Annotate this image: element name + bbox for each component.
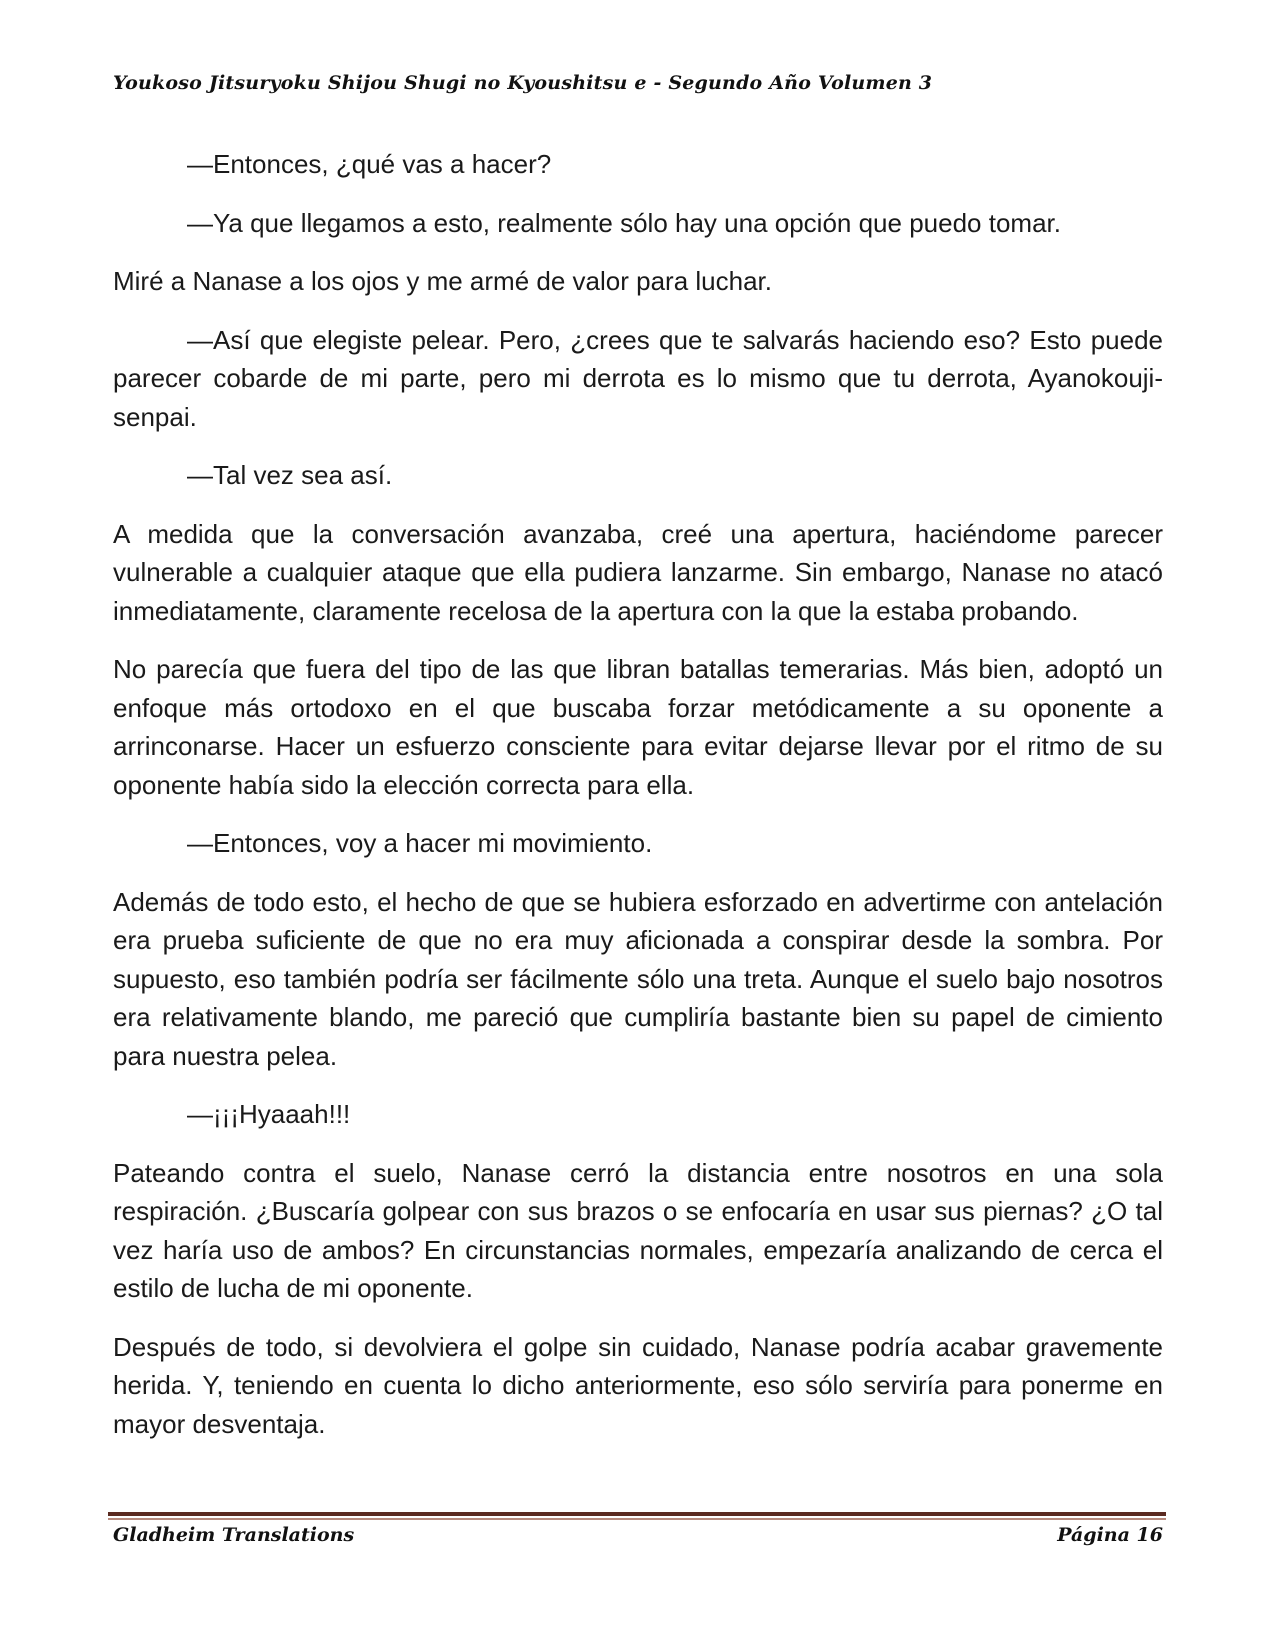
footer-page-number: Página 16 <box>1057 1524 1163 1546</box>
paragraph-dialog: —¡¡¡Hyaaah!!! <box>187 1099 351 1129</box>
paragraph-narration: A medida que la conversación avanzaba, creé una apertura, haciéndome parecer vulnerable a cualquier ataque que ella pudiera lanzarme. Sin embargo, Nanase no atacó inmediatamente, claramente recelosa de la apertura con la que la estaba probando. <box>113 518 1163 626</box>
paragraph-narration: Además de todo esto, el hecho de que se hubiera esforzado en advertirme con antelación era prueba suficiente de que no era muy aficionada a conspirar desde la sombra. Por supuesto, eso también podría ser fácilmente sólo una treta. Aunque el suelo bajo nosotros era relativamente blando, me pareció que cumpliría bastante bien su papel de cimiento para nuestra pelea. <box>113 886 1163 1071</box>
paragraph-narration: Pateando contra el suelo, Nanase cerró la distancia entre nosotros en una sola respiración. ¿Buscaría golpear con sus brazos o se enfocaría en usar sus piernas? ¿O tal vez haría uso de ambos? En circunstancias normales, empezaría analizando de cerca el estilo de lucha de mi oponente. <box>113 1157 1163 1303</box>
running-header-title: Youkoso Jitsuryoku Shijou Shugi no Kyoushitsu e - Segundo Año Volumen 3 <box>113 72 933 94</box>
paragraph-narration: No parecía que fuera del tipo de las que libran batallas temerarias. Más bien, adoptó un enfoque más ortodoxo en el que buscaba forzar metódicamente a su oponente a arrinconarse. Hacer un esfuerzo consciente para evitar dejarse llevar por el ritmo de su oponente había sido la elección correcta para ella. <box>113 654 1163 800</box>
paragraph-narration: Miré a Nanase a los ojos y me armé de valor para luchar. <box>113 266 772 296</box>
paragraph-dialog: —Entonces, ¿qué vas a hacer? <box>187 149 552 179</box>
footer-divider-thick <box>108 1512 1166 1516</box>
paragraph-dialog: —Así que elegiste pelear. Pero, ¿crees que te salvarás haciendo eso? Esto puede parecer cobarde de mi parte, pero mi derrota es lo mismo que tu derrota, Ayanokouji-senpai. <box>113 324 1163 432</box>
paragraph-dialog: —Entonces, voy a hacer mi movimiento. <box>187 828 653 858</box>
paragraph-dialog: —Ya que llegamos a esto, realmente sólo hay una opción que puedo tomar. <box>187 207 1061 238</box>
page-footer <box>113 1524 1163 1546</box>
page-body <box>113 145 1163 1463</box>
footer-publisher: Gladheim Translations <box>113 1524 355 1546</box>
paragraph-narration: Después de todo, si devolviera el golpe sin cuidado, Nanase podría acabar gravemente herida. Y, teniendo en cuenta lo dicho anteriormente, eso sólo serviría para ponerme en mayor desventaja. <box>113 1331 1163 1439</box>
footer-divider-thin <box>108 1518 1166 1520</box>
paragraph-dialog: —Tal vez sea así. <box>187 460 393 490</box>
